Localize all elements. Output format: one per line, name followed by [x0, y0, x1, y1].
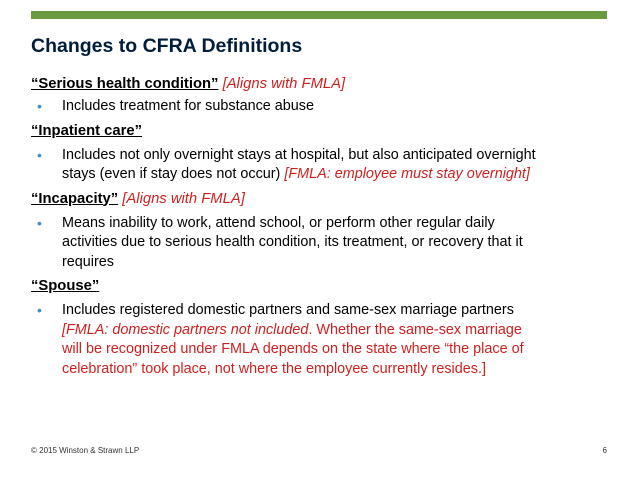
term-heading-inpatient-care: [31, 122, 611, 141]
bullet-text-line: activities due to serious health condition, its treatment, or recovery that it: [62, 234, 523, 250]
bullet-icon: •: [37, 146, 42, 163]
term-heading-incapacity: [31, 190, 611, 209]
term-label: “Incapacity”: [31, 190, 119, 207]
bullet-text: Includes treatment for substance abuse: [62, 98, 314, 114]
bullet-text-line: requires: [62, 253, 114, 270]
bullet-text-line: Means inability to work, attend school, or perform other regular daily: [62, 214, 495, 231]
term-label: “Serious health condition”: [31, 76, 219, 92]
term-label: “Inpatient care”: [31, 122, 143, 139]
term-note: [Aligns with FMLA]: [122, 190, 245, 207]
bullet-note-line: celebration” took place, not where the employee currently resides.]: [62, 360, 486, 377]
bullet-text-line: Includes not only overnight stays at hospital, but also anticipated overnight: [62, 146, 536, 163]
term-heading-spouse: [31, 277, 611, 296]
bullet-item: [31, 146, 611, 185]
footer-copyright: © 2015 Winston & Strawn LLP: [31, 446, 140, 455]
bullet-note-line: [62, 321, 611, 341]
term-note: [Aligns with FMLA]: [222, 76, 346, 92]
top-accent-bar: [31, 11, 607, 19]
bullet-icon: •: [37, 98, 42, 114]
bullet-text-line: Includes registered domestic partners and same-sex marriage partners: [62, 302, 514, 318]
bullet-item: [31, 97, 611, 117]
term-label: “Spouse”: [31, 278, 100, 294]
term-heading-serious-health-condition: [31, 75, 611, 94]
bullet-item: [31, 214, 611, 273]
page-number: 6: [602, 446, 607, 455]
bullet-icon: •: [37, 302, 42, 318]
bullet-item: [31, 301, 611, 379]
bullet-note: [FMLA: employee must stay overnight]: [284, 166, 530, 182]
bullet-text: stays (even if stay does not occur): [62, 166, 281, 182]
bullet-note-line: will be recognized under FMLA depends on the state where “the place of: [62, 341, 524, 357]
bullet-text-line: [62, 165, 611, 185]
bullet-note-text: . Whether the same-sex marriage: [308, 321, 522, 338]
bullet-icon: •: [37, 214, 42, 231]
slide-title: Changes to CFRA Definitions: [31, 35, 303, 57]
bullet-note-italic: [FMLA: domestic partners not included: [62, 321, 309, 338]
slide-body: [31, 75, 611, 379]
